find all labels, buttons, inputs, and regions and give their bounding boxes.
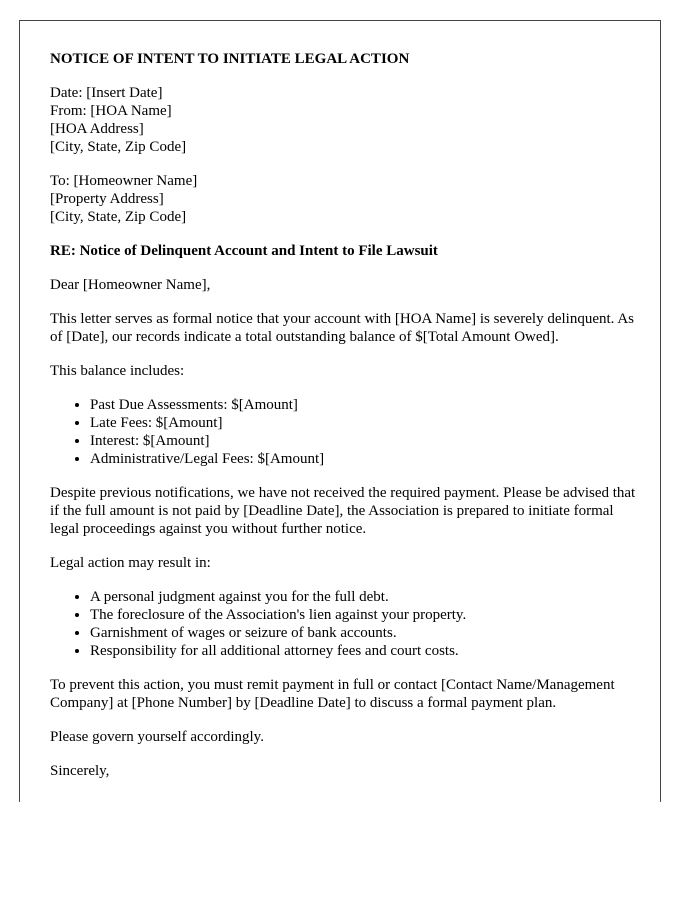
sender-city: [City, State, Zip Code] (50, 139, 187, 155)
balance-list (50, 396, 640, 468)
signoff: Sincerely, (50, 763, 110, 779)
list-item: • A personal judgment against you for the full debt. (90, 588, 640, 606)
list-item: • Interest: $[Amount] (90, 432, 640, 450)
legal-consequences-list (50, 588, 640, 660)
paragraph-instructions: To prevent this action, you must remit payment in full or contact [Contact Name/Management Company] at [Phone Number] by [Deadline Date] to discuss a formal payment plan. (50, 677, 615, 711)
letter-page (19, 20, 661, 802)
paragraph-warning: Despite previous notifications, we have not received the required payment. Please be advised that if the full amount is not paid by [Deadline Date], the Association is prepared to initiate formal legal proceedings against you without further notice. (50, 485, 636, 537)
letter-content (50, 50, 640, 796)
recipient-address: [Property Address] (50, 191, 164, 207)
salutation: Dear [Homeowner Name], (50, 277, 211, 293)
recipient-name: To: [Homeowner Name] (50, 173, 198, 189)
closing-line: Please govern yourself accordingly. (50, 729, 264, 745)
list-item: • Responsibility for all additional attorney fees and court costs. (90, 642, 640, 660)
legal-intro: Legal action may result in: (50, 555, 211, 571)
list-item: • Past Due Assessments: $[Amount] (90, 396, 640, 414)
list-item: • The foreclosure of the Association's lien against your property. (90, 606, 640, 624)
sender-address: [HOA Address] (50, 121, 144, 137)
list-item: • Late Fees: $[Amount] (90, 414, 640, 432)
subject-line: RE: Notice of Delinquent Account and Intent to File Lawsuit (50, 243, 438, 259)
letter-title: NOTICE OF INTENT TO INITIATE LEGAL ACTION (50, 51, 410, 67)
recipient-city: [City, State, Zip Code] (50, 209, 187, 225)
balance-intro: This balance includes: (50, 363, 185, 379)
recipient-block (50, 172, 640, 226)
sender-name: From: [HOA Name] (50, 103, 172, 119)
letter-date: Date: [Insert Date] (50, 85, 163, 101)
paragraph-notice: This letter serves as formal notice that your account with [HOA Name] is severely delinquent. As of [Date], our records indicate a total outstanding balance of $[Total Amount Owed]. (50, 311, 635, 345)
list-item: • Garnishment of wages or seizure of bank accounts. (90, 624, 640, 642)
list-item: • Administrative/Legal Fees: $[Amount] (90, 450, 640, 468)
sender-block (50, 84, 640, 156)
